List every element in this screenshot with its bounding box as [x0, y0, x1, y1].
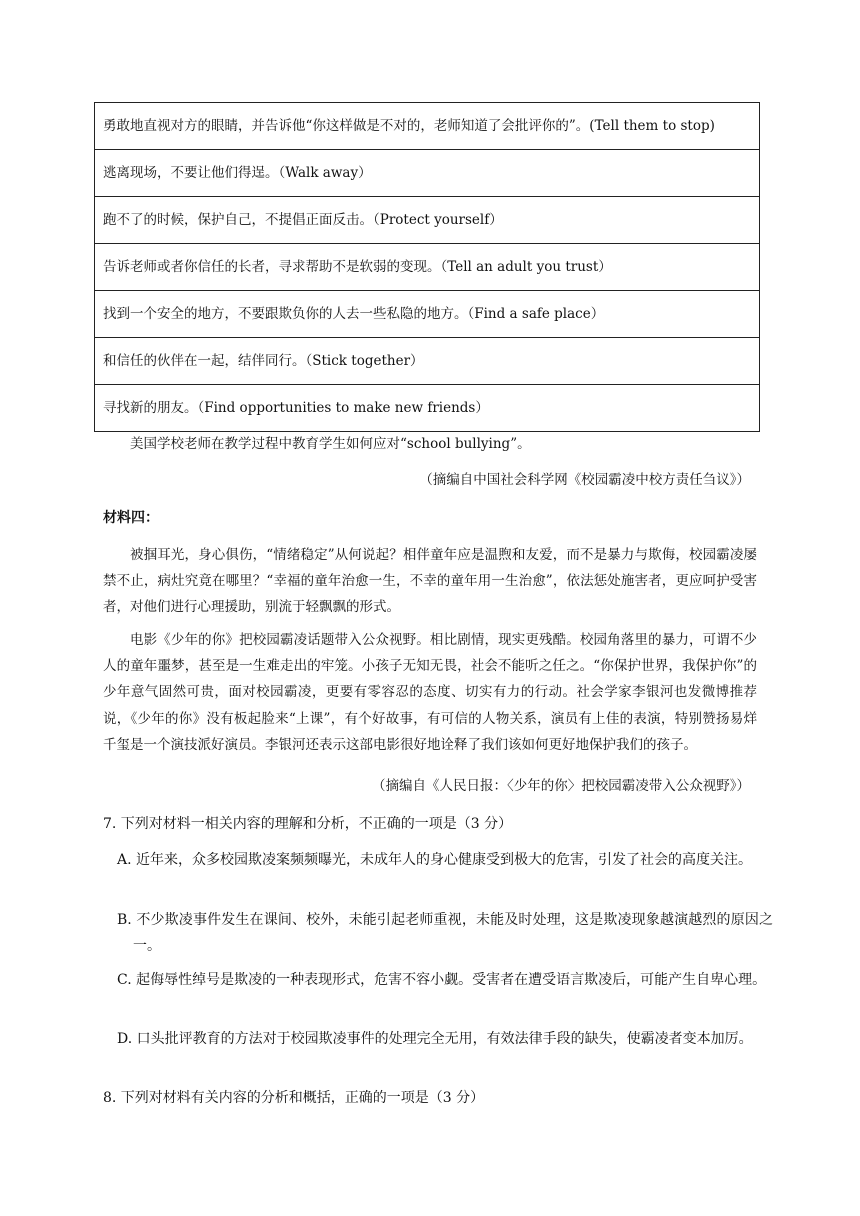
- answer-option-d: D. 口头批评教育的方法对于校园欺凌事件的处理完全无用，有效法律手段的缺失，使霸凌者变本加厉。: [117, 1031, 753, 1047]
- bullying-response-table: [94, 102, 760, 432]
- paragraph: 电影《少年的你》把校园霸凌话题带入公众视野。相比剧情，现实更残酷。校园角落里的暴力，可谓不少人的童年噩梦，甚至是一生难走出的牢笼。小孩子无知无畏，社会不能听之任之。“你保护世界，我保护你”的少年意气固然可贵，面对校园霸凌，更要有零容忍的态度、切实有力的行动。社会学家李银河也发微博推荐说，《少年的你》没有板起脸来“上课”，有个好故事，有可信的人物关系，演员有上佳的表演，特别赞扬易烊千玺是一个演技派好演员。李银河还表示这部电影很好地诠释了我们该如何更好地保护我们的孩子。: [103, 632, 757, 753]
- table-cell: 寻找新的朋友。（Find opportunities to make new friends）: [95, 385, 760, 432]
- table-cell: 找到一个安全的地方，不要跟欺负你的人去一些私隐的地方。（Find a safe place）: [95, 291, 760, 338]
- source-citation: （摘编自中国社会科学网《校园霸凌中校方责任刍议》）: [419, 472, 750, 488]
- table-row: [95, 338, 760, 385]
- answer-option-a: A. 近年来，众多校园欺凌案频频曝光，未成年人的身心健康受到极大的危害，引发了社会的高度关注。: [117, 852, 753, 868]
- table-row: [95, 197, 760, 244]
- table-row: [95, 291, 760, 338]
- table-cell: 和信任的伙伴在一起，结伴同行。（Stick together）: [95, 338, 760, 385]
- table-row: [95, 103, 760, 150]
- table-cell: 逃离现场，不要让他们得逞。（Walk away）: [95, 150, 760, 197]
- table-row: [95, 244, 760, 291]
- section-heading: 材料四：: [103, 510, 159, 526]
- answer-option-b: B. 不少欺凌事件发生在课间、校外，未能引起老师重视，未能及时处理，这是欺凌现象越演越烈的原因之一。: [117, 912, 773, 954]
- table-row: [95, 385, 760, 432]
- table-cell: 跑不了的时候，保护自己，不提倡正面反击。（Protect yourself）: [95, 197, 760, 244]
- table-cell: 告诉老师或者你信任的长者，寻求帮助不是软弱的变现。（Tell an adult you trust）: [95, 244, 760, 291]
- table-caption: 美国学校老师在教学过程中教育学生如何应对“school bullying”。: [130, 436, 531, 452]
- table-row: [95, 150, 760, 197]
- source-citation: （摘编自《人民日报：〈少年的你〉把校园霸凌带入公众视野》）: [372, 778, 750, 794]
- paragraph: 被掴耳光，身心俱伤，“情绪稳定”从何说起？相伴童年应是温煦和友爱，而不是暴力与欺侮，校园霸凌屡禁不止，病灶究竟在哪里？“幸福的童年治愈一生，不幸的童年用一生治愈”，依法惩处施害者，更应呵护受害者，对他们进行心理援助，别流于轻飘飘的形式。: [103, 547, 757, 616]
- answer-option-c: C. 起侮辱性绰号是欺凌的一种表现形式，危害不容小觑。受害者在遭受语言欺凌后，可能产生自卑心理。: [117, 972, 767, 988]
- table-cell: 勇敢地直视对方的眼睛，并告诉他“你这样做是不对的，老师知道了会批评你的”。(Tell them to stop): [95, 103, 760, 150]
- question-stem: 8. 下列对材料有关内容的分析和概括，正确的一项是（3 分）: [103, 1090, 485, 1106]
- question-stem: 7. 下列对材料一相关内容的理解和分析，不正确的一项是（3 分）: [103, 816, 513, 832]
